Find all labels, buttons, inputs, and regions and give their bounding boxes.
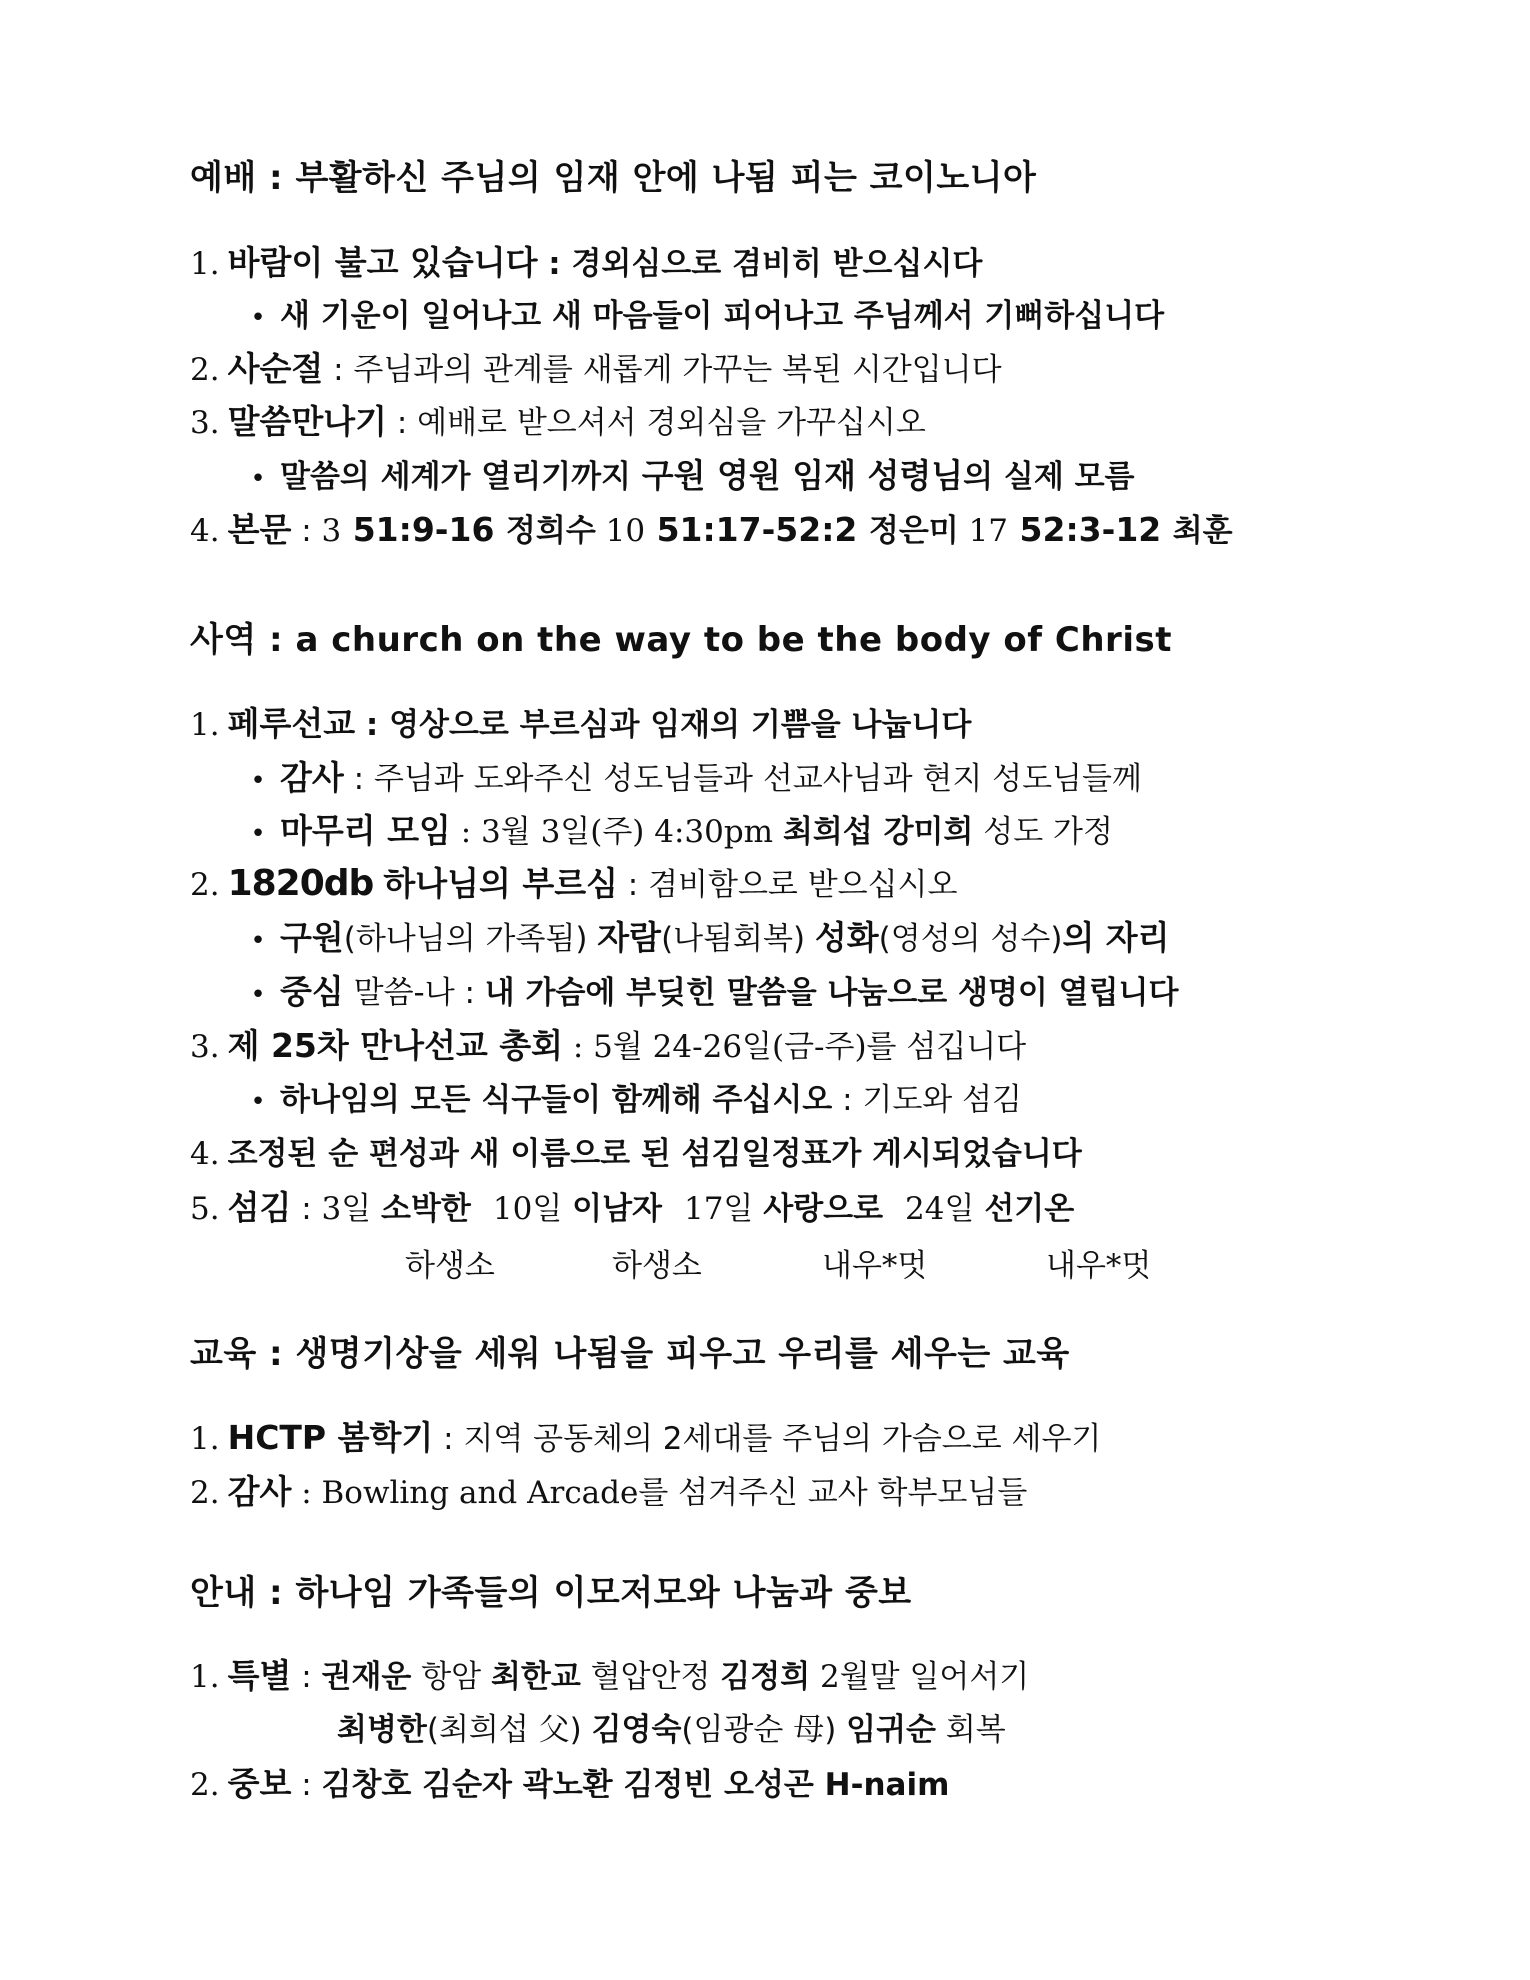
1820db-logo: 1820db [227, 863, 374, 904]
ministry-item-3: 3. 제 25차 만나선교 총회 : 5월 24-26일(금-주)를 섬깁니다 [190, 1026, 1027, 1065]
worship-item-1-bullet: • 새 기운이 일어나고 새 마음들이 피어나고 주님께서 기뻐하십니다 [236, 296, 1164, 338]
ministry-item-1-bullet-a: • 감사 : 주님과 도와주신 성도님들과 선교사님과 현지 성도님들께 [236, 758, 1142, 801]
bullet-icon: • [250, 819, 266, 849]
bullet-icon: • [250, 464, 266, 494]
worship-item-1: 1. 바람이 불고 있습니다 : 경외심으로 겸비히 받으십시다 [190, 243, 983, 282]
serving-group-3: 내우*멋 [822, 1248, 928, 1284]
bullet-icon: • [250, 303, 266, 333]
section-heading-worship: 예배 : 부활하신 주님의 임재 안에 나됨 피는 코이노니아 [190, 158, 1037, 198]
announcement-item-1: 1. 특별 : 권재운 항암 최한교 혈압안정 김정희 2월말 일어서기 [190, 1656, 1030, 1695]
education-item-1: 1. HCTP 봄학기 : 지역 공동체의 2세대를 주님의 가슴으로 세우기 [190, 1418, 1102, 1457]
ministry-item-1: 1. 페루선교 : 영상으로 부르심과 임재의 기쁨을 나눕니다 [190, 704, 972, 743]
ministry-item-5: 5. 섬김 : 3일 소박한 10일 이남자 17일 사랑으로 24일 선기온 [190, 1188, 1075, 1227]
serving-group-4: 내우*멋 [1046, 1248, 1152, 1284]
bullet-icon: • [250, 766, 266, 796]
section-heading-announcements: 안내 : 하나임 가족들의 이모저모와 나눔과 중보 [190, 1573, 912, 1613]
bullet-icon: • [250, 926, 266, 956]
ministry-item-3-bullet: • 하나임의 모든 식구들이 함께해 주십시오 : 기도와 섬김 [236, 1080, 1022, 1122]
worship-item-4: 4. 본문 : 3 51:9-16 정희수 10 51:17-52:2 정은미 17 52:3-12 최훈 [190, 510, 1233, 549]
serving-group-1: 하생소 [405, 1248, 495, 1284]
serving-group-2: 하생소 [612, 1248, 702, 1284]
bullet-icon: • [250, 980, 266, 1010]
ministry-item-2-bullet-b: • 중심 말씀-나 : 내 가슴에 부딪힌 말씀을 나눔으로 생명이 열립니다 [236, 972, 1178, 1015]
worship-item-2: 2. 사순절 : 주님과의 관계를 새롭게 가꾸는 복된 시간입니다 [190, 349, 1002, 388]
ministry-item-2-bullet-a: • 구원(하나님의 가족됨) 자람(나됨회복) 성화(영성의 성수)의 자리 [236, 918, 1170, 961]
ministry-item-4: 4. 조정된 순 편성과 새 이름으로 된 섬김일정표가 게시되었습니다 [190, 1136, 1082, 1172]
worship-item-3-bullet: • 말씀의 세계가 열리기까지 구원 영원 임재 성령님의 실제 모름 [236, 456, 1135, 499]
announcement-item-2: 2. 중보 : 김창호 김순자 곽노환 김정빈 오성곤 H-naim [190, 1764, 950, 1803]
education-item-2: 2. 감사 : Bowling and Arcade를 섬겨주신 교사 학부모님들 [190, 1472, 1028, 1511]
section-heading-ministry: 사역 : a church on the way to be the body of Christ [190, 620, 1172, 660]
bullet-icon: • [250, 1087, 266, 1117]
announcement-item-1-cont: 최병한(최희섭 父) 김영숙(임광순 母) 임귀순 회복 [337, 1712, 1006, 1748]
section-heading-education: 교육 : 생명기상을 세워 나됨을 피우고 우리를 세우는 교육 [190, 1334, 1070, 1374]
worship-item-3: 3. 말씀만나기 : 예배로 받으셔서 경외심을 가꾸십시오 [190, 402, 926, 441]
ministry-item-1-bullet-b: • 마무리 모임 : 3월 3일(주) 4:30pm 최희섭 강미희 성도 가정 [236, 811, 1113, 854]
ministry-item-2: 2. 1820db 하나님의 부르심 : 겸비함으로 받으십시오 [190, 863, 958, 904]
